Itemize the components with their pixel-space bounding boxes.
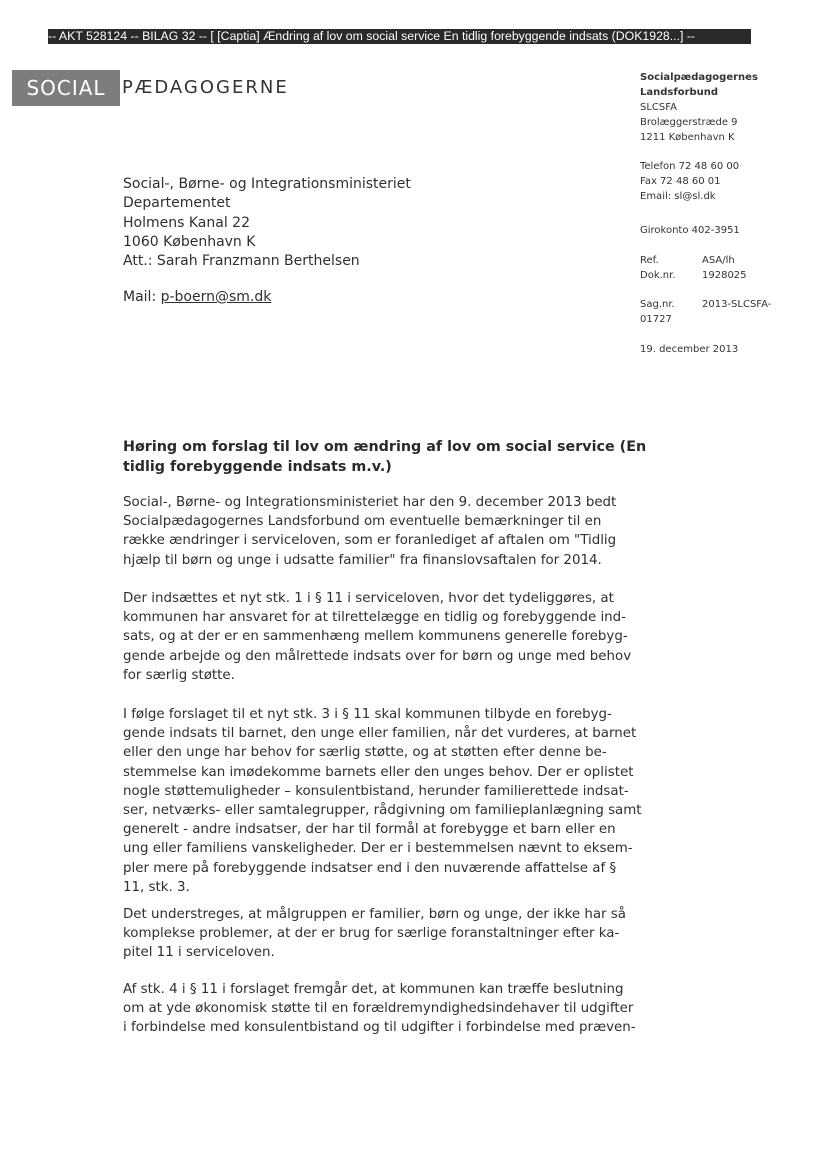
recipient-mail [123, 288, 271, 307]
text-line: gende indsats til barnet, den unge eller familien, når det vurderes, at barnet [123, 726, 637, 742]
logo-boxed-text: SOCIAL [12, 70, 120, 106]
sender-street: Brolæggerstræde 9 [640, 117, 738, 128]
recipient-line: Departementet [123, 195, 231, 212]
text-line: kommunen har ansvaret for at tilrettelægge en tidlig og forebyggende ind- [123, 610, 626, 626]
text-line: pitel 11 i serviceloven. [123, 945, 275, 961]
text-line: ser, netværks- eller samtalegrupper, rådgivning om familieplanlægning samt [123, 803, 642, 819]
text-line: stemmelse kan imødekomme barnets eller den unges behov. Der er oplistet [123, 764, 634, 780]
mail-link[interactable]: p-boern@sm.dk [160, 289, 272, 305]
text-line: nogle støttemuligheder – konsulentbistand, herunder familierettede indsat- [123, 783, 629, 799]
sag-value: 2013-SLCSFA- [702, 299, 772, 310]
recipient-line: Social-, Børne- og Integrationsministeriet [123, 176, 411, 192]
body-paragraph-1 [123, 493, 663, 570]
sender-city: 1211 København K [640, 132, 735, 143]
recipient-line: 1060 København K [123, 233, 256, 250]
document-header-bar: -- AKT 528124 -- BILAG 32 -- [ [Captia] Ændring af lov om social service En tidlig forebyggende indsats (DOK1928...] -- [48, 29, 751, 44]
ref-row [640, 253, 810, 268]
text-line: generelt - andre indsatser, der har til formål at forebygge et barn eller en [123, 822, 616, 838]
recipient-address [123, 175, 411, 271]
sender-org-line: Socialpædagogernes [640, 72, 758, 83]
sender-org-line: Landsforbund [640, 87, 719, 98]
recipient-line: Att.: Sarah Franzmann Berthelsen [123, 253, 360, 270]
dok-row [640, 268, 810, 283]
body-paragraph-4 [123, 905, 663, 963]
sender-giro: Girokonto 402-3951 [640, 225, 740, 236]
text-line: Social-, Børne- og Integrationsministeriet har den 9. december 2013 bedt [123, 495, 617, 510]
text-line: komplekse problemer, at der er brug for særlige foranstaltninger efter ka- [123, 926, 620, 942]
body-paragraph-2 [123, 589, 663, 685]
text-line: gende arbejde og den målrettede indsats over for børn og unge med behov [123, 648, 632, 664]
text-line: række ændringer i serviceloven, som er foranlediget af aftalen om "Tidlig [123, 533, 617, 549]
text-line: Socialpædagogernes Landsforbund om eventuelle bemærkninger til en [123, 514, 602, 530]
text-line: 11, stk. 3. [123, 879, 190, 895]
sender-code: SLCSFA [640, 102, 677, 113]
subject-line: tidlig forebyggende indsats m.v.) [123, 459, 392, 475]
ref-value: ASA/lh [702, 255, 735, 266]
dok-label: Dok.nr. [640, 270, 676, 281]
text-line: Det understreges, at målgruppen er familier, børn og unge, der ikke har så [123, 907, 626, 922]
text-line: ung eller familiens vanskeligheder. Der er i bestemmelsen nævnt to eksem- [123, 841, 633, 857]
sag-row [640, 297, 810, 312]
text-line: Der indsættes et nyt stk. 1 i § 11 i serviceloven, hvor det tydeliggøres, at [123, 591, 614, 606]
text-line: sats, og at der er en sammenhæng mellem kommunens generelle forebyg- [123, 629, 628, 645]
ref-label: Ref. [640, 255, 659, 266]
subject-line: Høring om forslag til lov om ændring af lov om social service (En [123, 439, 647, 455]
text-line: om at yde økonomisk støtte til en forældremyndighedsindehaver til udgifter [123, 1001, 634, 1017]
sag-value-cont: 01727 [640, 314, 672, 325]
text-line: eller den unge har behov for særlig støtte, og at støtten efter denne be- [123, 745, 607, 761]
sender-email: Email: sl@sl.dk [640, 191, 716, 202]
sender-info [640, 70, 810, 357]
logo-text: PÆDAGOGERNE [122, 77, 289, 98]
recipient-line: Holmens Kanal 22 [123, 214, 250, 231]
body-paragraph-5 [123, 980, 663, 1038]
sender-phone: Telefon 72 48 60 00 [640, 161, 740, 172]
text-line: Af stk. 4 i § 11 i forslaget fremgår det, at kommunen kan træffe beslutning [123, 982, 624, 997]
text-line: pler mere på forebyggende indsatser end i den nuværende affattelse af § [123, 860, 617, 876]
letter-date: 19. december 2013 [640, 344, 739, 355]
text-line: for særlig støtte. [123, 667, 235, 683]
text-line: I følge forslaget til et nyt stk. 3 i § 11 skal kommunen tilbyde en forebyg- [123, 707, 612, 722]
text-line: i forbindelse med konsulentbistand og til udgifter i forbindelse med præven- [123, 1020, 636, 1036]
mail-label: Mail: [123, 289, 161, 305]
dok-value: 1928025 [702, 270, 747, 281]
sag-label: Sag.nr. [640, 299, 675, 310]
sender-fax: Fax 72 48 60 01 [640, 176, 721, 187]
subject-heading [123, 437, 647, 477]
text-line: hjælp til børn og unge i udsatte familier" fra finanslovsaftalen for 2014. [123, 552, 602, 568]
body-paragraph-3 [123, 705, 663, 897]
